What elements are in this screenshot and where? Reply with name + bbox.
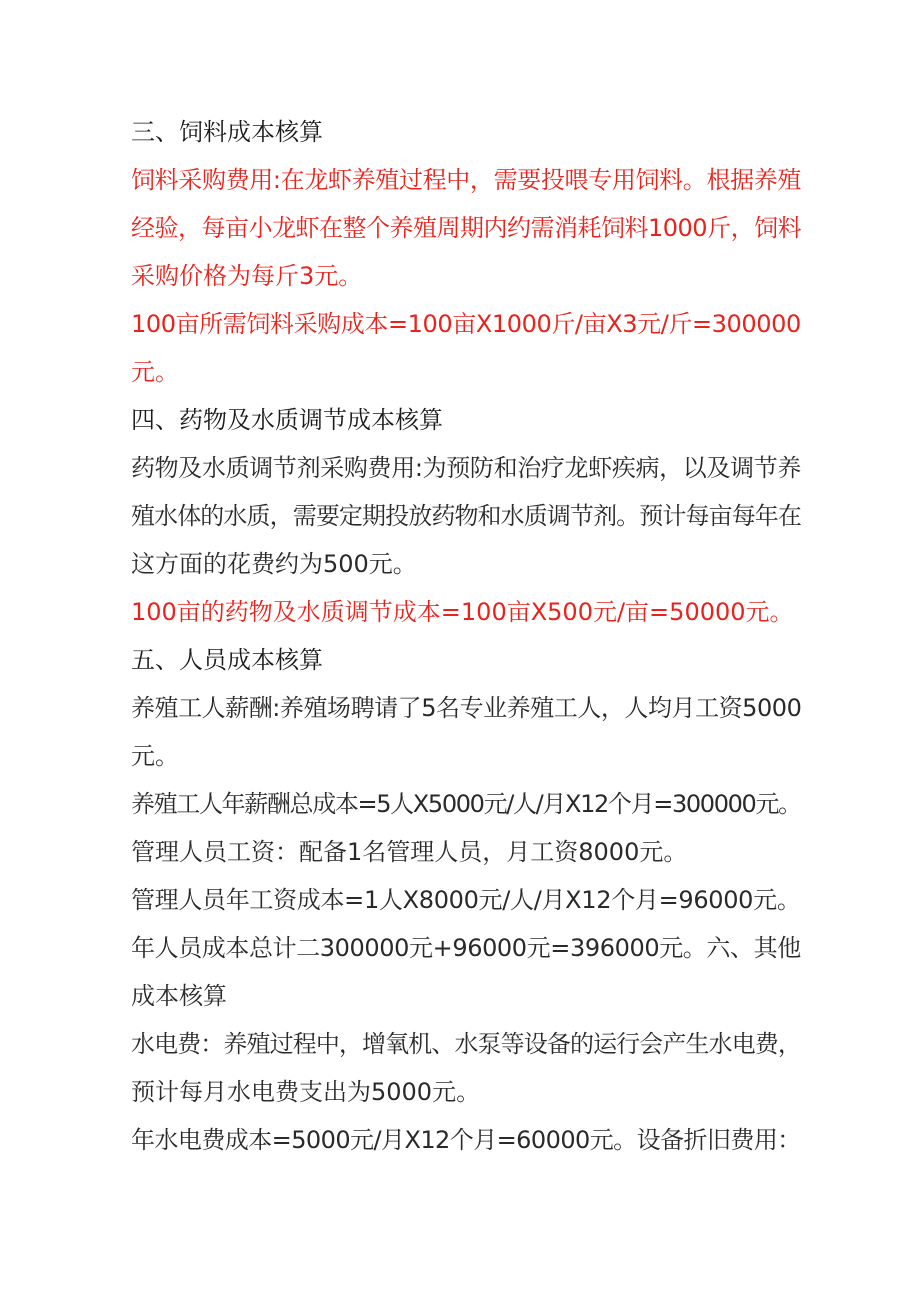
formula-line: 元。 xyxy=(131,358,179,386)
paragraph-line: 这方面的花费约为500元。 xyxy=(131,550,417,578)
formula-line: 养殖工人年薪酬总成本=5人X5000元/人/月X12个月=300000元。 xyxy=(131,790,801,818)
formula-line: 年水电费成本=5000元/月X12个月=60000元。设备折旧费用： xyxy=(131,1126,801,1154)
paragraph-line: 饲料采购费用:在龙虾养殖过程中，需要投喂专用饲料。根据养殖 xyxy=(131,166,802,194)
document-body xyxy=(131,108,801,1164)
formula-line: 100亩的药物及水质调节成本=100亩X500元/亩=50000元。 xyxy=(131,598,794,626)
section-heading-other-cost: 成本核算 xyxy=(131,982,227,1010)
formula-line: 100亩所需饲料采购成本=100亩X1000斤/亩X3元/斤=300000 xyxy=(131,310,801,338)
paragraph-line: 殖水体的水质，需要定期投放药物和水质调节剂。预计每亩每年在 xyxy=(131,502,801,530)
formula-line: 年人员成本总计二300000元+96000元=396000元。六、其他 xyxy=(131,934,801,962)
paragraph-line: 经验，每亩小龙虾在整个养殖周期内约需消耗饲料1000斤，饲料 xyxy=(131,214,802,242)
paragraph-line: 药物及水质调节剂采购费用:为预防和治疗龙虾疾病，以及调节养 xyxy=(131,454,802,482)
paragraph-line: 预计每月水电费支出为5000元。 xyxy=(131,1078,481,1106)
formula-line: 管理人员年工资成本=1人X8000元/人/月X12个月=96000元。 xyxy=(131,886,801,914)
paragraph-line: 采购价格为每斤3元。 xyxy=(131,262,363,290)
section-heading-staff-cost: 五、人员成本核算 xyxy=(131,646,323,674)
paragraph-line: 管理人员工资：配备1名管理人员，月工资8000元。 xyxy=(131,838,688,866)
section-heading-feed-cost: 三、饲料成本核算 xyxy=(131,118,323,146)
section-heading-medicine-cost: 四、药物及水质调节成本核算 xyxy=(131,406,443,434)
paragraph-line: 元。 xyxy=(131,742,179,770)
paragraph-line: 养殖工人薪酬:养殖场聘请了5名专业养殖工人，人均月工资5000 xyxy=(131,694,802,722)
paragraph-line: 水电费：养殖过程中，增氧机、水泵等设备的运行会产生水电费， xyxy=(131,1030,801,1058)
